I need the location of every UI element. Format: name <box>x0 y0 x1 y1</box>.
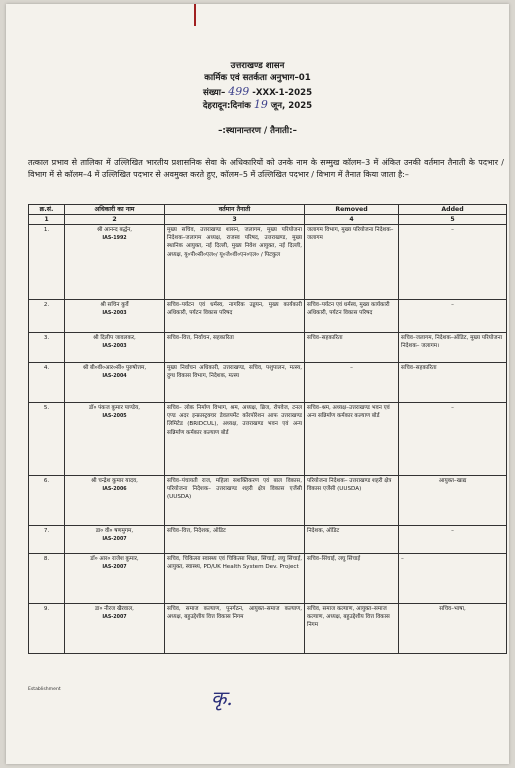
row-sno: 4. <box>29 363 65 403</box>
order-date <box>6 99 509 112</box>
subject-heading: –:स्थानान्तरण / तैनाती:– <box>218 126 297 136</box>
officer-name: श्री चन्द्रेश कुमार यादव, <box>91 478 138 484</box>
row-sno: 3. <box>29 333 65 363</box>
officer-service: IAS-2005 <box>102 414 127 420</box>
row-removed: सचिव–पर्यटन एवं धर्मस्व, मुख्य कार्यकारी अधिकारी, पर्यटन विकास परिषद <box>305 300 399 333</box>
row-added: – <box>399 300 507 333</box>
intro-paragraph: तत्काल प्रभाव से तालिका में उल्लिखित भारतीय प्रशासनिक सेवा के अधिकारियों को उनके नाम के सम्मुख कॉलम–3 में अंकित उनकी वर्तमान तैनाती के पदभार / विभाग में से कॉलम–4 में उल्लिखित पदभार से अवमुक्त करते हुए, कॉलम–5 में उल्लिखित पदभार / विभाग में तैनात किया जाता है:– <box>28 158 504 179</box>
table-row <box>29 225 507 300</box>
officer-name: श्री बी०वी०आर०सी० पुरुषोत्तम, <box>82 365 147 371</box>
table-row <box>29 363 507 403</box>
row-removed: सचिव–श्रम, अध्यक्ष–उत्तराखण्ड भवन एवं अन्य सन्निर्माण कर्मकार कल्याण बोर्ड <box>305 403 399 476</box>
officer-name: श्री दिलीप जावलकर, <box>93 335 136 341</box>
row-sno: 5. <box>29 403 65 476</box>
row-officer <box>65 476 165 526</box>
row-sno: 8. <box>29 554 65 604</box>
row-officer <box>65 526 165 554</box>
row-current-posting: सचिव, चिकित्सा स्वास्थ्य एवं चिकित्सा शिक्षा, सिंचाई, लघु सिंचाई, आयुक्त, स्वास्थ्य, PD/UK Health System Dev. Project <box>165 554 305 604</box>
table-row <box>29 403 507 476</box>
column-number: 5 <box>399 215 507 225</box>
order-number-suffix: -XXX-1-2025 <box>252 88 313 98</box>
column-number: 1 <box>29 215 65 225</box>
row-current-posting: मुख्य सचिव, उत्तराखण्ड शासन, जलागम, मुख्य परियोजना निदेशक–जलागम अध्यक्ष, राजस्व परिषद, उत्तराखण्ड, मुख्य स्थानिक आयुक्त, नई दिल्ली, मुख्य निवेश आयुक्त, नई दिल्ली, अध्यक्ष, यू०पी०सी०एल०/ यू०जे०वी०एन०एल० / पिटकुल <box>165 225 305 300</box>
column-number: 4 <box>305 215 399 225</box>
row-removed: परियोजना निदेशक– उत्तराखण्ड शहरी क्षेत्र विकास एजेंसी (UUSDA) <box>305 476 399 526</box>
row-current-posting: सचिव, समाज कल्याण, पुनर्गठन, आयुक्त–समाज कल्याण, अध्यक्ष, बहुउद्देशीय वित्त विकास निगम <box>165 604 305 654</box>
row-officer <box>65 300 165 333</box>
order-number-prefix: संख्या– <box>202 88 226 98</box>
officer-name: डॉ० पंकज कुमार पाण्डेय, <box>89 405 140 411</box>
transfer-table <box>28 204 507 654</box>
header-added: Added <box>399 205 507 215</box>
order-date-handwritten: 19 <box>253 98 268 111</box>
row-removed: सचिव–सहकारिता <box>305 333 399 363</box>
officer-service: IAS-2003 <box>102 311 127 317</box>
header-removed: Removed <box>305 205 399 215</box>
row-current-posting: सचिव–वित्त, निर्वाचन, सहकारिता <box>165 333 305 363</box>
officer-name: डॉ० आर० राजेश कुमार, <box>90 556 139 562</box>
row-officer <box>65 225 165 300</box>
order-number-handwritten: 499 <box>228 85 250 98</box>
table-row <box>29 333 507 363</box>
officer-service: IAS-2007 <box>102 565 127 571</box>
order-date-suffix: जून, 2025 <box>270 101 313 111</box>
row-added: – <box>399 526 507 554</box>
column-number: 2 <box>65 215 165 225</box>
table-row <box>29 300 507 333</box>
row-sno: 7. <box>29 526 65 554</box>
officer-service: IAS-2007 <box>102 615 127 621</box>
header-sno: क्र.सं. <box>29 205 65 215</box>
footer-note: Establishment <box>28 687 61 692</box>
row-sno: 6. <box>29 476 65 526</box>
row-removed: सचिव, समाज कल्याण, आयुक्त–समाज कल्याण, अध्यक्ष, बहुउद्देशीय वित्त विकास निगम <box>305 604 399 654</box>
table-row <box>29 604 507 654</box>
order-date-prefix: देहरादून:दिनांक <box>202 101 251 111</box>
row-added: – <box>399 554 507 604</box>
row-sno: 2. <box>29 300 65 333</box>
header-name: अधिकारी का नाम <box>65 205 165 215</box>
row-added: सचिव–जलागम, निदेशक–ऑडिट, मुख्य परियोजना निदेशक– जलागम। <box>399 333 507 363</box>
margin-mark <box>194 4 196 26</box>
row-removed: निदेशक, ऑडिट <box>305 526 399 554</box>
row-added: सचिव–भाषा, <box>399 604 507 654</box>
row-officer <box>65 604 165 654</box>
row-added: – <box>399 403 507 476</box>
row-current-posting: सचिव–पर्यटन एवं धर्मस्व, नागरिक उड्डयन, मुख्य कार्यकारी अधिकारी, पर्यटन विकास परिषद <box>165 300 305 333</box>
officer-service: IAS-2007 <box>102 537 127 543</box>
row-current-posting: सचिव–पंचायती राज, महिला सशक्तिकरण एवं बाल विकास, परियोजना निदेशक– उत्तराखण्ड शहरी क्षेत्र विकास एजेंसी (UUSDA) <box>165 476 305 526</box>
officer-name: श्री सचिन कुर्वे <box>100 302 129 308</box>
table-row <box>29 526 507 554</box>
table-row <box>29 554 507 604</box>
column-number: 3 <box>165 215 305 225</box>
row-officer <box>65 333 165 363</box>
government-title: उत्तराखण्ड शासन <box>230 61 285 71</box>
row-current-posting: सचिव–वित्त, निदेशक, ऑडिट <box>165 526 305 554</box>
signature: कृ. <box>211 686 233 710</box>
officer-service: IAS-2003 <box>102 344 127 350</box>
officer-service: IAS-1992 <box>102 236 127 242</box>
officer-service: IAS-2004 <box>102 374 127 380</box>
document-page <box>6 4 509 764</box>
row-officer <box>65 403 165 476</box>
row-added: सचिव–सहकारिता <box>399 363 507 403</box>
officer-name: डा० वी० षणमुगम, <box>95 528 134 534</box>
row-removed: सचिव–सिंचाई, लघु सिंचाई <box>305 554 399 604</box>
row-current-posting: मुख्य निर्वाचन अधिकारी, उत्तराखण्ड, सचिव, पशुपालन, मत्स्य, दुग्ध विकास विभाग, निदेशक, मत्स्य <box>165 363 305 403</box>
row-added: आयुक्त–खाद्य <box>399 476 507 526</box>
row-removed: – <box>305 363 399 403</box>
row-added: – <box>399 225 507 300</box>
column-number-row <box>29 215 507 225</box>
table-row <box>29 476 507 526</box>
header-current: वर्तमान तैनाती <box>165 205 305 215</box>
table-header-row <box>29 205 507 215</box>
officer-name: डा० नीरज खैरवाल, <box>95 606 134 612</box>
officer-service: IAS-2006 <box>102 487 127 493</box>
department-title: कार्मिक एवं सतर्कता अनुभाग–01 <box>204 73 311 83</box>
row-removed: जलागम विभाग, मुख्य परियोजना निदेशक–जलागम <box>305 225 399 300</box>
row-sno: 1. <box>29 225 65 300</box>
row-current-posting: सचिव– लोक निर्माण विभाग, श्रम, अध्यक्ष, ब्रिज, रोपवेज, टनल एण्ड अदर इन्फ्रास्ट्रक्चर डेवलपमेंट कॉरपोरेशन आफ उत्तराखण्ड लिमिटेड (BRIDCUL), अध्यक्ष, उत्तराखण्ड भवन एवं अन्य सन्निर्माण कर्मकार कल्याण बोर्ड <box>165 403 305 476</box>
row-sno: 9. <box>29 604 65 654</box>
row-officer <box>65 554 165 604</box>
officer-name: श्री आनन्द बर्द्धन, <box>96 227 133 233</box>
row-officer <box>65 363 165 403</box>
